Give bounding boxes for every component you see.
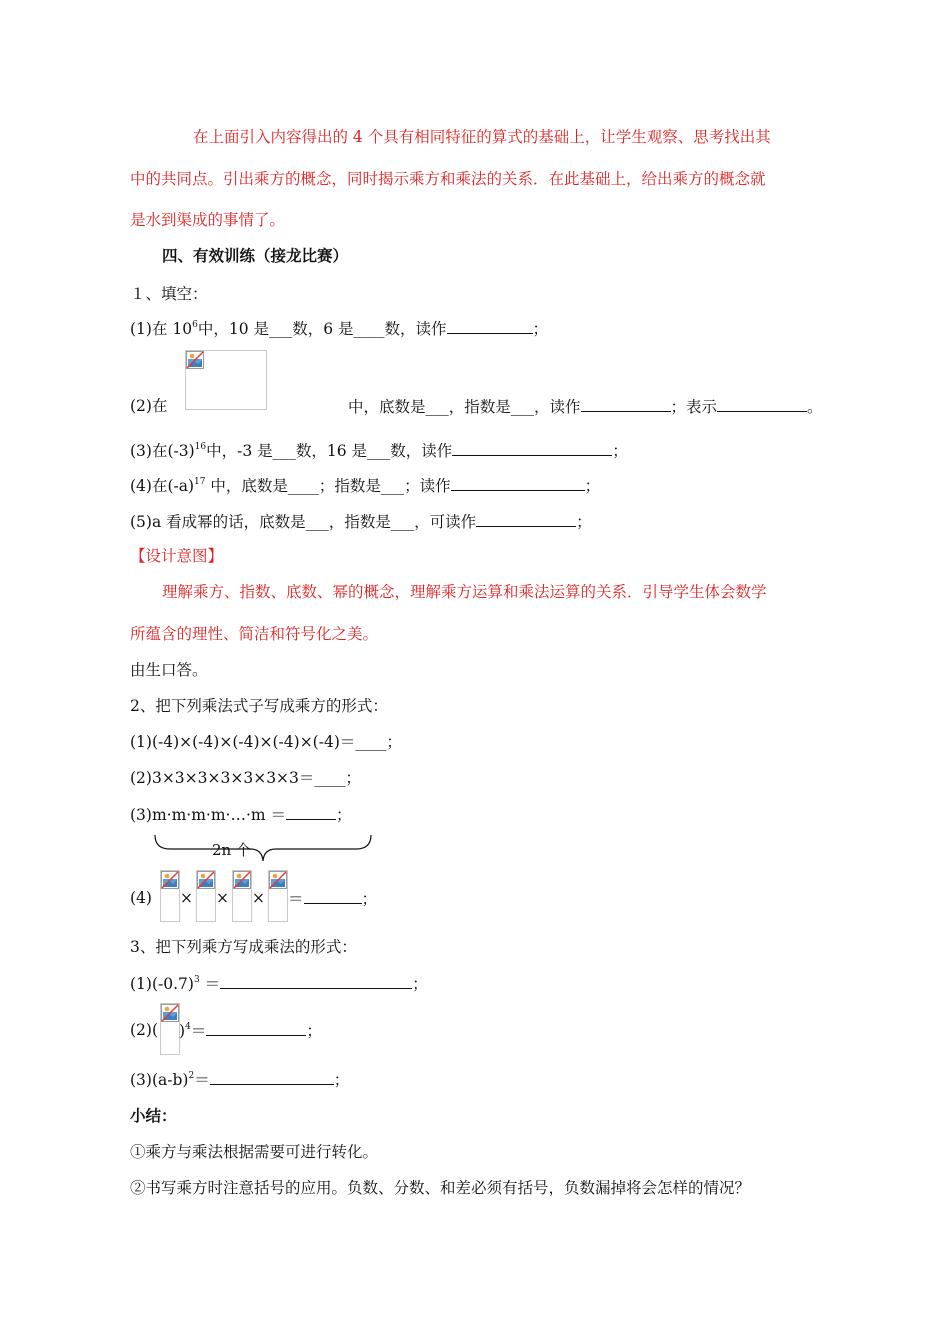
superscript: 17 [194,477,206,487]
item-text: (3)m·m·m·m·…·m ＝ [130,806,287,824]
summary-item-1: ①乘方与乘法根据需要可进行转化。 [130,1143,379,1161]
question-3-title: 3、把下列乘方写成乘法的形式： [130,938,357,956]
item-end: ； [412,975,428,993]
missing-image [268,870,288,922]
missing-image [196,870,216,922]
intro-line-3: 是水到渠成的事情了。 [130,211,286,229]
times-sign: × [180,889,193,907]
question-3-item-2 [179,1020,322,1041]
answer-blank[interactable] [206,1020,306,1036]
question-1-item-4 [130,475,600,496]
design-title: 【设计意图】 [130,547,224,565]
question-3-item-2-label: (2)( [130,1021,159,1039]
times-sign: × [252,889,265,907]
answer-blank[interactable] [451,475,585,491]
question-2-item-3 [130,804,352,825]
summary-title: 小结： [130,1106,177,1125]
answer-blank[interactable] [476,511,576,527]
item-text: 中，10 是___数，6 是____数，读作 [197,320,447,338]
intro-line-2: 中的共同点。引出乘方的概念，同时揭示乘方和乘法的关系．在此基础上，给出乘方的概念就 [130,170,766,188]
item-end: ； [612,442,628,460]
broken-image-icon [197,871,215,889]
superscript: 4 [185,1022,191,1032]
broken-image-icon [161,1004,179,1022]
item-end: ； [532,320,549,338]
summary-item-2: ②书写乘方时注意括号的应用。负数、分数、和差必须有括号，负数漏掉将会怎样的情况？ [130,1179,751,1197]
intro-line-1: 在上面引入内容得出的 4 个具有相同特征的算式的基础上，让学生观察、思考找出其 [193,128,771,146]
superscript: 3 [193,975,200,985]
question-1-item-2 [130,396,167,416]
question-2-title: 2、把下列乘法式子写成乘方的形式： [130,697,388,715]
item-end: 。 [807,398,823,416]
item-text: 中，底数是___，指数是___，读作 [348,398,581,416]
question-1-title: １、填空： [130,285,208,303]
item-end: ； [333,1071,350,1089]
item-text: ＝ [190,1022,207,1040]
item-text: ；表示 [670,398,718,416]
question-1-item-3 [130,440,628,461]
design-line-1: 理解乘方、指数、底数、幂的概念，理解乘方运算和乘法运算的关系．引导学生体会数学 [162,583,767,601]
broken-image-icon [233,871,251,889]
item-text: ＝ [199,975,221,993]
answer-blank[interactable] [286,804,336,820]
item-text: ＝ [194,1071,210,1089]
item-text: 中，-3 是___数，16 是___数，读作 [206,442,453,460]
answer-blank[interactable] [452,440,612,456]
brace-label: 2n 个 [212,841,251,859]
item-text: ) [179,1022,186,1040]
superscript: 2 [188,1071,195,1081]
item-text: (5)a 看成幂的话，底数是___，指数是___，可读作 [130,513,477,531]
answer-blank[interactable] [717,396,807,412]
item-end: ； [336,806,352,824]
missing-image [185,350,267,410]
item-text: (1)(-0.7) [130,975,194,993]
underbrace [150,833,376,865]
oral-answer-note: 由生口答。 [130,661,208,679]
item-text: (3)在(-3) [130,442,195,460]
answer-blank[interactable] [447,318,533,334]
equals-sign: ＝ [288,890,304,908]
missing-image [232,870,252,922]
superscript: 6 [192,320,198,330]
item-end: ； [306,1022,322,1040]
item-text: (1)在 10 [130,320,193,338]
answer-blank[interactable] [210,1069,334,1085]
item-end: ； [361,890,378,908]
missing-image [160,1003,180,1055]
item-end: ； [584,477,601,495]
broken-image-icon [269,871,287,889]
question-1-item-5 [130,511,592,532]
item-text: (3)(a-b) [130,1071,189,1089]
question-1-item-1 [130,318,548,339]
section-title: 四、有效训练（接龙比赛） [162,246,349,265]
answer-blank[interactable] [304,888,362,904]
question-2-item-2: (2)3×3×3×3×3×3×3＝____； [130,769,361,787]
times-sign: × [216,889,229,907]
item-end: ； [576,513,592,531]
answer-blank[interactable] [220,973,412,989]
design-line-2: 所蕴含的理性、简洁和符号化之美。 [130,625,379,643]
question-2-item-4-answer [288,888,377,909]
question-1-item-2-rest [348,396,823,417]
missing-image [160,870,180,922]
superscript: 16 [194,442,207,452]
broken-image-icon [186,351,204,369]
broken-image-icon [161,871,179,889]
question-3-item-1 [130,973,428,994]
item-text: (2)在 [130,397,168,415]
answer-blank[interactable] [581,396,671,412]
question-3-item-3 [130,1069,349,1090]
item-text: (4)在(-a) [130,477,195,495]
question-2-item-1: (1)(-4)×(-4)×(-4)×(-4)×(-4)＝____； [130,733,402,751]
question-2-item-4-label: (4) [130,889,152,907]
item-text: 中，底数是____；指数是___；读作 [205,477,451,495]
